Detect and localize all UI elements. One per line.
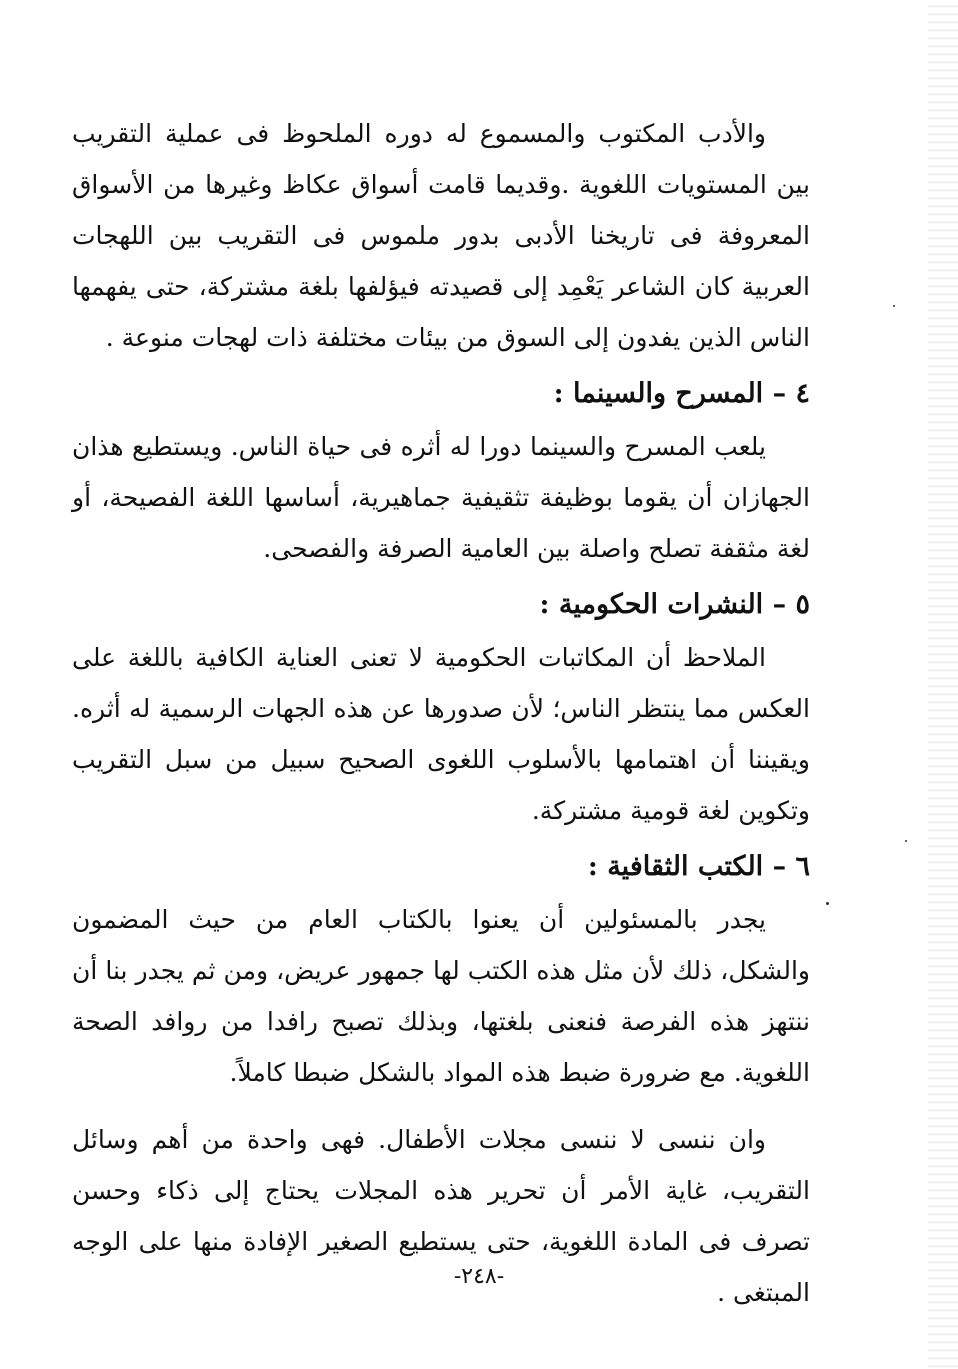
heading-government-publications: ٥ – النشرات الحكومية : bbox=[539, 589, 810, 620]
page-number: -٢٤٨- bbox=[453, 1264, 505, 1289]
paragraph-government-publications: الملاحظ أن المكاتبات الحكومية لا تعنى العناية الكافية باللغة على العكس مما ينتظر الناس؛ لأن صدورها عن هذه الجهات الرسمية له أثره. ويقيننا أن اهتمامها بالأسلوب اللغوى الصحيح سبيل من سبل التقريب وتكوين لغة قومية مشتركة. bbox=[72, 643, 810, 825]
paragraph-theater-cinema: يلعب المسرح والسينما دورا له أثره فى حياة الناس. ويستطيع هذان الجهازان أن يقوما بوظيفة تثقيفية جماهيرية، أساسها اللغة الفصيحة، أو لغة مثقفة تصلح واصلة بين العامية الصرفة والفصحى. bbox=[72, 432, 810, 563]
paragraph-cultural-books: يجدر بالمسئولين أن يعنوا بالكتاب العام من حيث المضمون والشكل، ذلك لأن مثل هذه الكتب لها جمهور عريض، ومن ثم يجدر بنا أن ننتهز هذه الفرصة فنعنى بلغتها، وبذلك تصبح رافدا من روافد الصحة اللغوية. مع ضرورة ضبط هذه المواد بالشكل ضبطا كاملاً. bbox=[72, 905, 810, 1087]
binding-edge bbox=[928, 0, 958, 1369]
paragraph-children-magazines: وان ننسى لا ننسى مجلات الأطفال. فهى واحدة من أهم وسائل التقريب، غاية الأمر أن تحرير هذه المجلات يحتاج إلى ذكاء وحسن تصرف فى المادة اللغوية، حتى يستطيع الصغير الإفادة منها على الوجه المبتغى . bbox=[72, 1125, 810, 1307]
heading-cultural-books: ٦ – الكتب الثقافية : bbox=[587, 851, 810, 882]
page-body bbox=[72, 108, 810, 1324]
paragraph-literature: والأدب المكتوب والمسموع له دوره الملحوظ فى عملية التقريب بين المستويات اللغوية .وقديما قامت أسواق عكاظ وغيرها من الأسواق المعروفة فى تاريخنا الأدبى بدور ملموس فى التقريب بين اللهجات العربية كان الشاعر يَعْمِد إلى قصيدته فيؤلفها بلغة مشتركة، حتى يفهمها الناس الذين يفدون إلى السوق من بيئات مختلفة ذات لهجات منوعة . bbox=[72, 119, 810, 352]
heading-theater-cinema: ٤ – المسرح والسينما : bbox=[553, 378, 810, 409]
